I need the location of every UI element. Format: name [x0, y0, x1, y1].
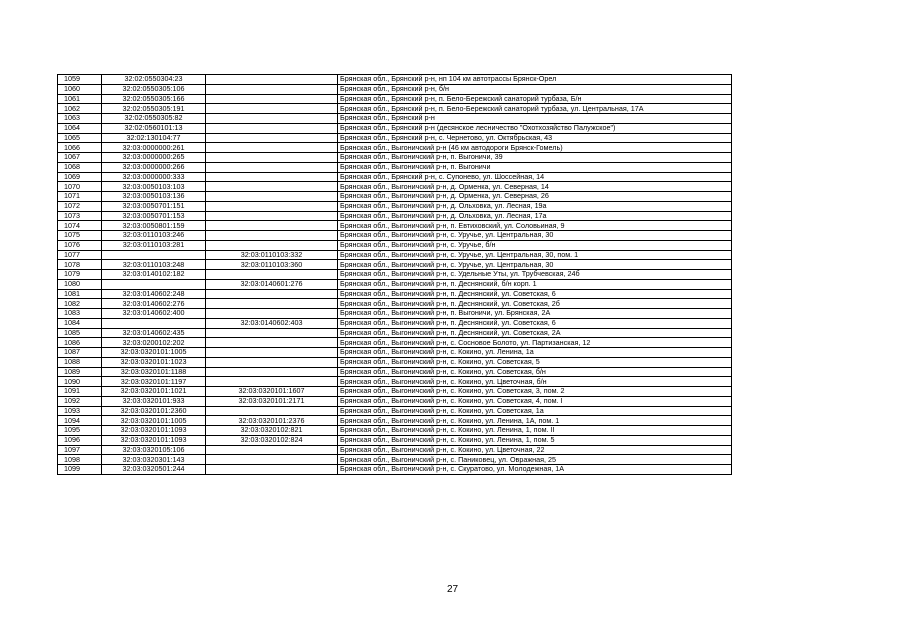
- address-cell: Брянская обл., Выгоничский р-н, д. Ольховка, ул. Лесная, 17а: [338, 211, 732, 221]
- address-cell: Брянская обл., Выгоничский р-н, с. Уручье, ул. Центральная, 30: [338, 260, 732, 270]
- premises-cadastral-number-cell: [206, 94, 338, 104]
- row-number-cell: 1088: [58, 357, 102, 367]
- address-cell: Брянская обл., Брянский р-н (десянское лесничество "Охотхозяйство Палужское"): [338, 123, 732, 133]
- cadastral-number-cell: 32:02:130104:77: [102, 133, 206, 143]
- table-row: [58, 348, 732, 358]
- table-row: [58, 455, 732, 465]
- table-row: [58, 309, 732, 319]
- cadastral-number-cell: 32:03:0320501:244: [102, 465, 206, 475]
- row-number-cell: 1085: [58, 328, 102, 338]
- address-cell: Брянская обл., Выгоничский р-н, с. Кокино, ул. Цветочная, 22: [338, 445, 732, 455]
- table-row: [58, 104, 732, 114]
- table-row: [58, 143, 732, 153]
- row-number-cell: 1078: [58, 260, 102, 270]
- address-cell: Брянская обл., Выгоничский р-н, п. Деснянский, ул. Советская, 2А: [338, 328, 732, 338]
- cadastral-number-cell: 32:03:0320101:1021: [102, 387, 206, 397]
- table-row: [58, 338, 732, 348]
- address-cell: Брянская обл., Брянский р-н, п. Бело-Бережский санаторий турбаза, ул. Центральная, 17А: [338, 104, 732, 114]
- row-number-cell: 1097: [58, 445, 102, 455]
- address-cell: Брянская обл., Выгоничский р-н, с. Кокино, ул. Советская, 3, пом. 2: [338, 387, 732, 397]
- cadastral-number-cell: 32:03:0110103:281: [102, 240, 206, 250]
- row-number-cell: 1082: [58, 299, 102, 309]
- premises-cadastral-number-cell: [206, 114, 338, 124]
- row-number-cell: 1067: [58, 153, 102, 163]
- cadastral-number-cell: 32:03:0000000:261: [102, 143, 206, 153]
- premises-cadastral-number-cell: 32:03:0320102:821: [206, 426, 338, 436]
- cadastral-number-cell: 32:03:0050701:153: [102, 211, 206, 221]
- premises-cadastral-number-cell: [206, 377, 338, 387]
- premises-cadastral-number-cell: 32:03:0110103:360: [206, 260, 338, 270]
- premises-cadastral-number-cell: 32:03:0320101:2376: [206, 416, 338, 426]
- cadastral-number-cell: 32:03:0050103:103: [102, 182, 206, 192]
- table-row: [58, 84, 732, 94]
- table-body: [58, 75, 732, 475]
- premises-cadastral-number-cell: [206, 201, 338, 211]
- premises-cadastral-number-cell: [206, 455, 338, 465]
- row-number-cell: 1093: [58, 406, 102, 416]
- premises-cadastral-number-cell: [206, 143, 338, 153]
- table-row: [58, 367, 732, 377]
- row-number-cell: 1090: [58, 377, 102, 387]
- row-number-cell: 1099: [58, 465, 102, 475]
- cadastral-number-cell: 32:03:0320101:1093: [102, 426, 206, 436]
- premises-cadastral-number-cell: [206, 172, 338, 182]
- premises-cadastral-number-cell: [206, 153, 338, 163]
- premises-cadastral-number-cell: [206, 182, 338, 192]
- address-cell: Брянская обл., Выгоничский р-н, с. Кокино, ул. Советская, 1а: [338, 406, 732, 416]
- table-row: [58, 387, 732, 397]
- row-number-cell: 1084: [58, 318, 102, 328]
- cadastral-number-cell: 32:03:0320105:106: [102, 445, 206, 455]
- property-register-table: [57, 74, 732, 475]
- table-row: [58, 133, 732, 143]
- address-cell: Брянская обл., Выгоничский р-н, с. Удельные Уты, ул. Трубчевская, 24б: [338, 270, 732, 280]
- table-row: [58, 396, 732, 406]
- address-cell: Брянская обл., Выгоничский р-н, с. Скуратово, ул. Молодежная, 1А: [338, 465, 732, 475]
- premises-cadastral-number-cell: [206, 309, 338, 319]
- address-cell: Брянская обл., Брянский р-н, с. Супонево, ул. Шоссейная, 14: [338, 172, 732, 182]
- table-row: [58, 445, 732, 455]
- cadastral-number-cell: 32:03:0050701:151: [102, 201, 206, 211]
- cadastral-number-cell: 32:02:0550305:82: [102, 114, 206, 124]
- row-number-cell: 1095: [58, 426, 102, 436]
- address-cell: Брянская обл., Выгоничский р-н (46 км автодороги Брянск-Гомель): [338, 143, 732, 153]
- cadastral-number-cell: 32:03:0140602:435: [102, 328, 206, 338]
- address-cell: Брянская обл., Выгоничский р-н, с. Кокино, ул. Ленина, 1, пом. 5: [338, 435, 732, 445]
- premises-cadastral-number-cell: 32:03:0110103:332: [206, 250, 338, 260]
- cadastral-number-cell: 32:02:0560101:13: [102, 123, 206, 133]
- premises-cadastral-number-cell: 32:03:0320101:1607: [206, 387, 338, 397]
- premises-cadastral-number-cell: [206, 465, 338, 475]
- row-number-cell: 1069: [58, 172, 102, 182]
- premises-cadastral-number-cell: [206, 84, 338, 94]
- cadastral-number-cell: 32:03:0320101:1188: [102, 367, 206, 377]
- premises-cadastral-number-cell: [206, 348, 338, 358]
- address-cell: Брянская обл., Выгоничский р-н, с. Кокино, ул. Ленина, 1А, пом. 1: [338, 416, 732, 426]
- row-number-cell: 1065: [58, 133, 102, 143]
- address-cell: Брянская обл., Брянский р-н, нп 104 км автотрассы Брянск-Орел: [338, 75, 732, 85]
- table-row: [58, 250, 732, 260]
- premises-cadastral-number-cell: 32:03:0140601:276: [206, 279, 338, 289]
- address-cell: Брянская обл., Выгоничский р-н, п. Евтиховский, ул. Соловьиная, 9: [338, 221, 732, 231]
- address-cell: Брянская обл., Выгоничский р-н, с. Кокино, ул. Советская, 5: [338, 357, 732, 367]
- cadastral-number-cell: 32:03:0320101:1005: [102, 348, 206, 358]
- cadastral-number-cell: 32:03:0000000:333: [102, 172, 206, 182]
- address-cell: Брянская обл., Выгоничский р-н, п. Деснянский, ул. Советская, 6: [338, 289, 732, 299]
- table-row: [58, 465, 732, 475]
- table-row: [58, 221, 732, 231]
- address-cell: Брянская обл., Выгоничский р-н, с. Кокино, ул. Ленина, 1а: [338, 348, 732, 358]
- row-number-cell: 1075: [58, 231, 102, 241]
- address-cell: Брянская обл., Выгоничский р-н, с. Уручье, б/н: [338, 240, 732, 250]
- row-number-cell: 1087: [58, 348, 102, 358]
- table-row: [58, 192, 732, 202]
- row-number-cell: 1081: [58, 289, 102, 299]
- premises-cadastral-number-cell: 32:03:0320101:2171: [206, 396, 338, 406]
- table-row: [58, 114, 732, 124]
- table-row: [58, 406, 732, 416]
- address-cell: Брянская обл., Выгоничский р-н, с. Кокино, ул. Советская, 4, пом. I: [338, 396, 732, 406]
- row-number-cell: 1059: [58, 75, 102, 85]
- row-number-cell: 1079: [58, 270, 102, 280]
- address-cell: Брянская обл., Выгоничский р-н, с. Сосновое Болото, ул. Партизанская, 12: [338, 338, 732, 348]
- premises-cadastral-number-cell: [206, 406, 338, 416]
- row-number-cell: 1066: [58, 143, 102, 153]
- cadastral-number-cell: 32:03:0140102:182: [102, 270, 206, 280]
- cadastral-number-cell: 32:03:0320101:1197: [102, 377, 206, 387]
- row-number-cell: 1086: [58, 338, 102, 348]
- table-row: [58, 270, 732, 280]
- table-row: [58, 231, 732, 241]
- row-number-cell: 1073: [58, 211, 102, 221]
- premises-cadastral-number-cell: [206, 367, 338, 377]
- row-number-cell: 1061: [58, 94, 102, 104]
- premises-cadastral-number-cell: [206, 289, 338, 299]
- table-row: [58, 260, 732, 270]
- address-cell: Брянская обл., Выгоничский р-н, с. Кокино, ул. Цветочная, б/н: [338, 377, 732, 387]
- table-row: [58, 289, 732, 299]
- cadastral-number-cell: 32:03:0320101:2360: [102, 406, 206, 416]
- cadastral-number-cell: 32:03:0320101:1023: [102, 357, 206, 367]
- page-number: 27: [446, 584, 459, 595]
- row-number-cell: 1064: [58, 123, 102, 133]
- cadastral-number-cell: 32:03:0050103:136: [102, 192, 206, 202]
- address-cell: Брянская обл., Выгоничский р-н, п. Деснянский, ул. Советская, 2б: [338, 299, 732, 309]
- table-row: [58, 299, 732, 309]
- address-cell: Брянская обл., Выгоничский р-н, д. Ольховка, ул. Лесная, 19а: [338, 201, 732, 211]
- table-row: [58, 279, 732, 289]
- cadastral-number-cell: 32:02:0550305:166: [102, 94, 206, 104]
- cadastral-number-cell: 32:03:0000000:265: [102, 153, 206, 163]
- premises-cadastral-number-cell: 32:03:0140602:403: [206, 318, 338, 328]
- table-row: [58, 426, 732, 436]
- table-row: [58, 153, 732, 163]
- row-number-cell: 1076: [58, 240, 102, 250]
- row-number-cell: 1070: [58, 182, 102, 192]
- row-number-cell: 1063: [58, 114, 102, 124]
- cadastral-number-cell: 32:03:0320101:1093: [102, 435, 206, 445]
- cadastral-number-cell: 32:03:0000000:266: [102, 162, 206, 172]
- cadastral-number-cell: 32:02:0550305:106: [102, 84, 206, 94]
- table-row: [58, 211, 732, 221]
- table-row: [58, 123, 732, 133]
- premises-cadastral-number-cell: [206, 192, 338, 202]
- address-cell: Брянская обл., Брянский р-н: [338, 114, 732, 124]
- premises-cadastral-number-cell: [206, 104, 338, 114]
- row-number-cell: 1094: [58, 416, 102, 426]
- table-row: [58, 182, 732, 192]
- table-row: [58, 318, 732, 328]
- table-row: [58, 94, 732, 104]
- row-number-cell: 1098: [58, 455, 102, 465]
- table-row: [58, 201, 732, 211]
- row-number-cell: 1080: [58, 279, 102, 289]
- address-cell: Брянская обл., Выгоничский р-н, с. Кокино, ул. Ленина, 1, пом. II: [338, 426, 732, 436]
- cadastral-number-cell: 32:03:0320101:1005: [102, 416, 206, 426]
- premises-cadastral-number-cell: [206, 240, 338, 250]
- premises-cadastral-number-cell: [206, 162, 338, 172]
- premises-cadastral-number-cell: [206, 231, 338, 241]
- premises-cadastral-number-cell: [206, 133, 338, 143]
- premises-cadastral-number-cell: [206, 75, 338, 85]
- table-row: [58, 357, 732, 367]
- table-row: [58, 240, 732, 250]
- premises-cadastral-number-cell: [206, 270, 338, 280]
- premises-cadastral-number-cell: [206, 211, 338, 221]
- address-cell: Брянская обл., Выгоничский р-н, п. Выгоничи: [338, 162, 732, 172]
- cadastral-number-cell: 32:03:0200102:202: [102, 338, 206, 348]
- address-cell: Брянская обл., Брянский р-н, б/н: [338, 84, 732, 94]
- cadastral-number-cell: 32:03:0110103:246: [102, 231, 206, 241]
- address-cell: Брянская обл., Выгоничский р-н, д. Орменка, ул. Северная, 26: [338, 192, 732, 202]
- table-row: [58, 172, 732, 182]
- row-number-cell: 1096: [58, 435, 102, 445]
- cadastral-number-cell: 32:03:0140602:248: [102, 289, 206, 299]
- premises-cadastral-number-cell: [206, 221, 338, 231]
- table-row: [58, 377, 732, 387]
- cadastral-number-cell: [102, 318, 206, 328]
- address-cell: Брянская обл., Выгоничский р-н, с. Уручье, ул. Центральная, 30: [338, 231, 732, 241]
- table-row: [58, 75, 732, 85]
- table-row: [58, 328, 732, 338]
- row-number-cell: 1062: [58, 104, 102, 114]
- row-number-cell: 1071: [58, 192, 102, 202]
- cadastral-number-cell: 32:03:0320101:933: [102, 396, 206, 406]
- address-cell: Брянская обл., Брянский р-н, п. Бело-Бережский санаторий турбаза, Б/н: [338, 94, 732, 104]
- cadastral-number-cell: 32:03:0050801:159: [102, 221, 206, 231]
- premises-cadastral-number-cell: [206, 123, 338, 133]
- cadastral-number-cell: 32:03:0110103:248: [102, 260, 206, 270]
- cadastral-number-cell: 32:03:0140602:276: [102, 299, 206, 309]
- row-number-cell: 1072: [58, 201, 102, 211]
- address-cell: Брянская обл., Выгоничский р-н, п. Выгоничи, 39: [338, 153, 732, 163]
- table-row: [58, 416, 732, 426]
- address-cell: Брянская обл., Выгоничский р-н, п. Выгоничи, ул. Брянская, 2А: [338, 309, 732, 319]
- cadastral-number-cell: [102, 250, 206, 260]
- cadastral-number-cell: [102, 279, 206, 289]
- premises-cadastral-number-cell: [206, 328, 338, 338]
- cadastral-number-cell: 32:03:0320301:143: [102, 455, 206, 465]
- address-cell: Брянская обл., Выгоничский р-н, д. Орменка, ул. Северная, 14: [338, 182, 732, 192]
- premises-cadastral-number-cell: [206, 445, 338, 455]
- row-number-cell: 1068: [58, 162, 102, 172]
- row-number-cell: 1077: [58, 250, 102, 260]
- cadastral-number-cell: 32:02:0550304:23: [102, 75, 206, 85]
- row-number-cell: 1074: [58, 221, 102, 231]
- premises-cadastral-number-cell: [206, 299, 338, 309]
- address-cell: Брянская обл., Выгоничский р-н, с. Уручье, ул. Центральная, 30, пом. 1: [338, 250, 732, 260]
- row-number-cell: 1060: [58, 84, 102, 94]
- table-row: [58, 435, 732, 445]
- row-number-cell: 1089: [58, 367, 102, 377]
- cadastral-number-cell: 32:02:0550305:191: [102, 104, 206, 114]
- table-row: [58, 162, 732, 172]
- premises-cadastral-number-cell: 32:03:0320102:824: [206, 435, 338, 445]
- address-cell: Брянская обл., Выгоничский р-н, с. Паниковец, ул. Овражная, 25: [338, 455, 732, 465]
- address-cell: Брянская обл., Выгоничский р-н, с. Кокино, ул. Советская, б/н: [338, 367, 732, 377]
- address-cell: Брянская обл., Выгоничский р-н, п. Деснянский, ул. Советская, 6: [338, 318, 732, 328]
- row-number-cell: 1083: [58, 309, 102, 319]
- address-cell: Брянская обл., Брянский р-н, с. Чернетово, ул. Октябрьская, 43: [338, 133, 732, 143]
- premises-cadastral-number-cell: [206, 357, 338, 367]
- row-number-cell: 1092: [58, 396, 102, 406]
- premises-cadastral-number-cell: [206, 338, 338, 348]
- row-number-cell: 1091: [58, 387, 102, 397]
- address-cell: Брянская обл., Выгоничский р-н, п. Деснянский, б/н корп. 1: [338, 279, 732, 289]
- cadastral-number-cell: 32:03:0140602:400: [102, 309, 206, 319]
